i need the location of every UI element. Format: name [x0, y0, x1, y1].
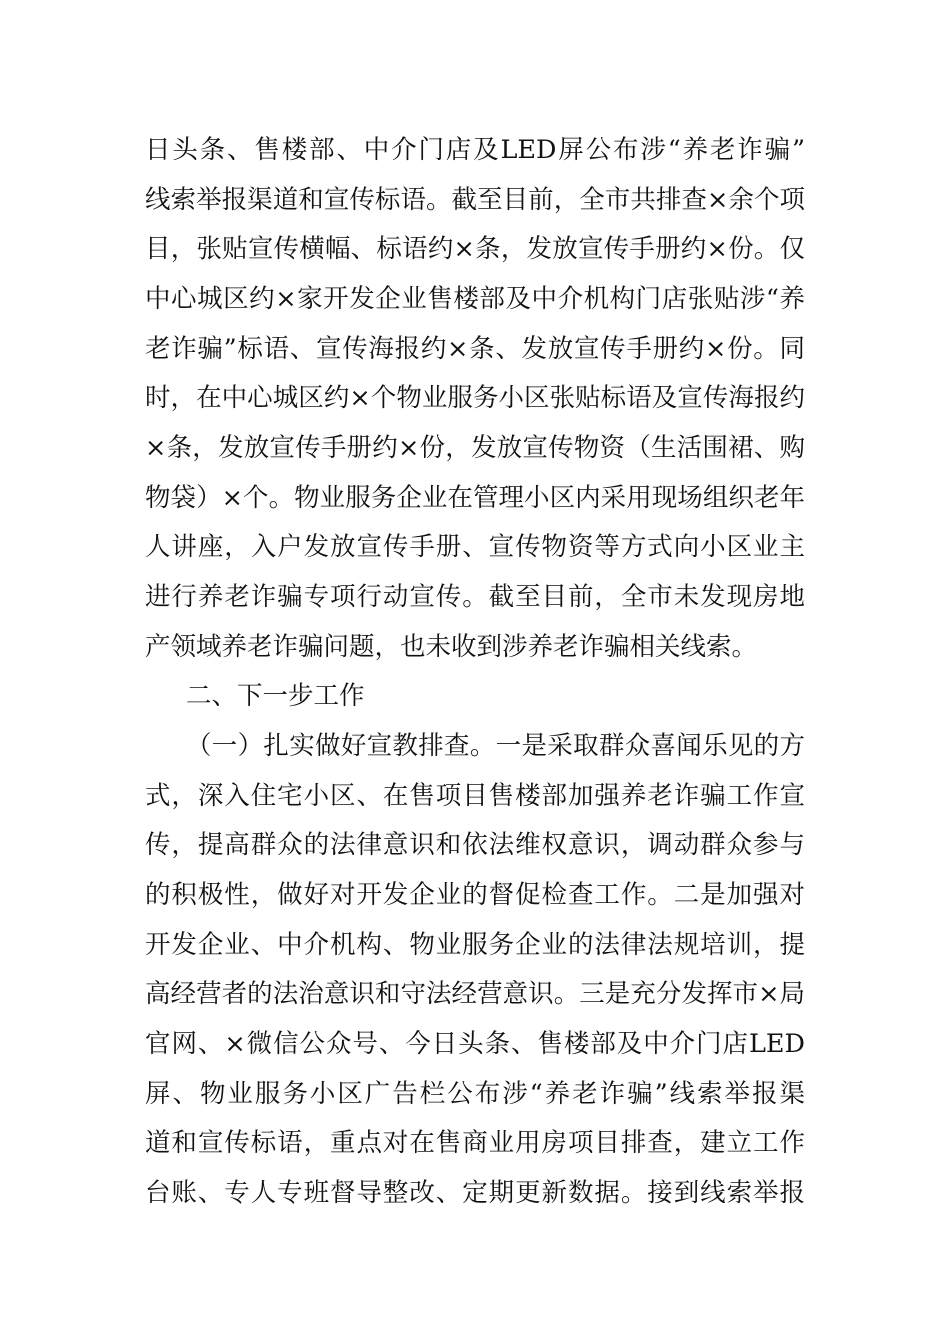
paragraph-line: 官网、×微信公众号、今日头条、售楼部及中介门店LED — [145, 1029, 805, 1059]
paragraph-line: 产领域养老诈骗问题，也未收到涉养老诈骗相关线索。 — [145, 632, 758, 662]
paragraph-line: 日头条、售楼部、中介门店及LED屏公布涉“养老诈骗” — [145, 135, 805, 165]
paragraph-line: 时，在中心城区约×个物业服务小区张贴标语及宣传海报约 — [145, 383, 805, 413]
paragraph-line: 高经营者的法治意识和守法经营意识。三是充分发挥市×局 — [145, 979, 805, 1009]
paragraph-line: 人讲座，入户发放宣传手册、宣传物资等方式向小区业主 — [145, 532, 805, 562]
section-heading: 二、下一步工作 — [186, 681, 365, 711]
paragraph-line: 屏、物业服务小区广告栏公布涉“养老诈骗”线索举报渠 — [145, 1079, 805, 1109]
paragraph-line: 式，深入住宅小区、在售项目售楼部加强养老诈骗工作宣 — [145, 781, 805, 811]
paragraph-line: 的积极性，做好对开发企业的督促检查工作。二是加强对 — [145, 880, 805, 910]
paragraph-line: 开发企业、中介机构、物业服务企业的法律法规培训，提 — [145, 930, 805, 960]
paragraph-line: 目，张贴宣传横幅、标语约×条，发放宣传手册约×份。仅 — [145, 234, 805, 264]
paragraph-line: 物袋）×个。物业服务企业在管理小区内采用现场组织老年 — [145, 483, 805, 513]
paragraph-line: 传，提高群众的法律意识和依法维权意识，调动群众参与 — [145, 830, 805, 860]
paragraph-line: 线索举报渠道和宣传标语。截至目前，全市共排查×余个项 — [145, 185, 805, 215]
subsection-heading-line: （一）扎实做好宣教排查。一是采取群众喜闻乐见的方 — [186, 731, 805, 761]
paragraph-line: 老诈骗”标语、宣传海报约×条、发放宣传手册约×份。同 — [145, 334, 805, 364]
paragraph-line: ×条，发放宣传手册约×份，发放宣传物资（生活围裙、购 — [145, 433, 805, 463]
paragraph-line: 道和宣传标语，重点对在售商业用房项目排查，建立工作 — [145, 1128, 805, 1158]
paragraph-line: 台账、专人专班督导整改、定期更新数据。接到线索举报 — [145, 1178, 805, 1208]
paragraph-line: 进行养老诈骗专项行动宣传。截至目前，全市未发现房地 — [145, 582, 805, 612]
paragraph-line: 中心城区约×家开发企业售楼部及中介机构门店张贴涉“养 — [145, 284, 805, 314]
